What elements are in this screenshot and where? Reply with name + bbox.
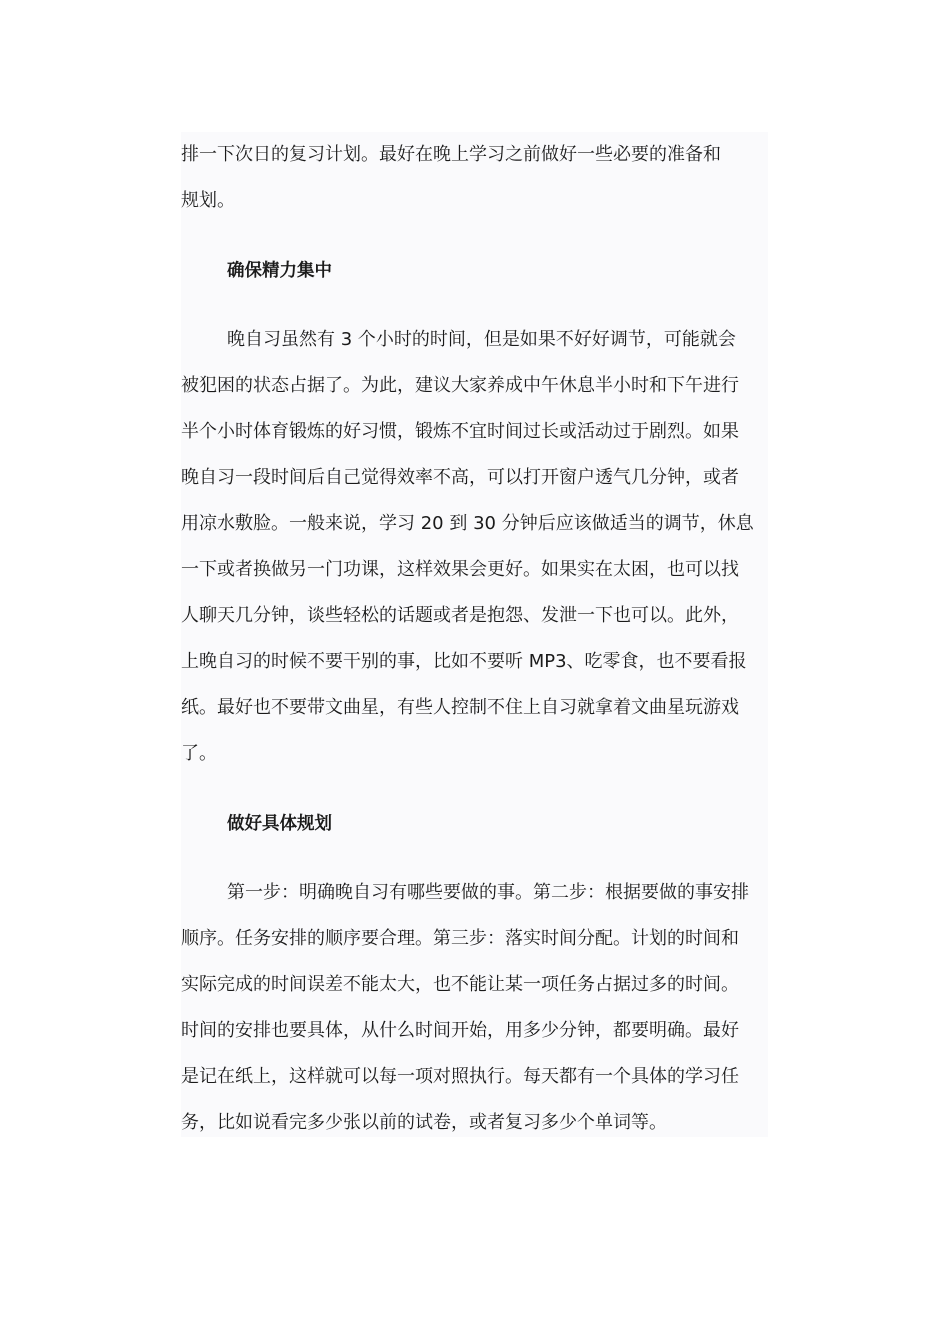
section-heading-planning: 做好具体规划 xyxy=(227,814,332,834)
paragraph-2-line: 用凉水敷脸。一般来说，学习 20 到 30 分钟后应该做适当的调节，休息 xyxy=(181,513,754,534)
paragraph-2-line: 了。 xyxy=(181,743,217,764)
paragraph-3-line: 第一步：明确晚自习有哪些要做的事。第二步：根据要做的事安排 xyxy=(227,882,749,903)
paragraph-1-line: 排一下次日的复习计划。最好在晚上学习之前做好一些必要的准备和 xyxy=(181,144,721,165)
paragraph-3-line: 实际完成的时间误差不能太大，也不能让某一项任务占据过多的时间。 xyxy=(181,974,739,995)
section-heading-focus: 确保精力集中 xyxy=(227,261,332,281)
paragraph-3-line: 顺序。任务安排的顺序要合理。第三步：落实时间分配。计划的时间和 xyxy=(181,928,739,949)
paragraph-1-line: 规划。 xyxy=(181,190,235,211)
paragraph-2-line: 被犯困的状态占据了。为此，建议大家养成中午休息半小时和下午进行 xyxy=(181,375,739,396)
paragraph-2-line: 上晚自习的时候不要干别的事，比如不要听 MP3、吃零食，也不要看报 xyxy=(181,651,747,672)
paragraph-2-line: 半个小时体育锻炼的好习惯，锻炼不宜时间过长或活动过于剧烈。如果 xyxy=(181,421,739,442)
paragraph-3-line: 务，比如说看完多少张以前的试卷，或者复习多少个单词等。 xyxy=(181,1112,667,1133)
paragraph-2-line: 晚自习一段时间后自己觉得效率不高，可以打开窗户透气几分钟，或者 xyxy=(181,467,739,488)
paragraph-2-line: 一下或者换做另一门功课，这样效果会更好。如果实在太困，也可以找 xyxy=(181,559,739,580)
paragraph-2-line: 纸。最好也不要带文曲星，有些人控制不住上自习就拿着文曲星玩游戏 xyxy=(181,697,739,718)
paragraph-2-line: 晚自习虽然有 3 个小时的时间，但是如果不好好调节，可能就会 xyxy=(227,329,736,350)
paragraph-2-line: 人聊天几分钟，谈些轻松的话题或者是抱怨、发泄一下也可以。此外， xyxy=(181,605,739,626)
paragraph-3-line: 是记在纸上，这样就可以每一项对照执行。每天都有一个具体的学习任 xyxy=(181,1066,739,1087)
paragraph-3-line: 时间的安排也要具体，从什么时间开始，用多少分钟，都要明确。最好 xyxy=(181,1020,739,1041)
